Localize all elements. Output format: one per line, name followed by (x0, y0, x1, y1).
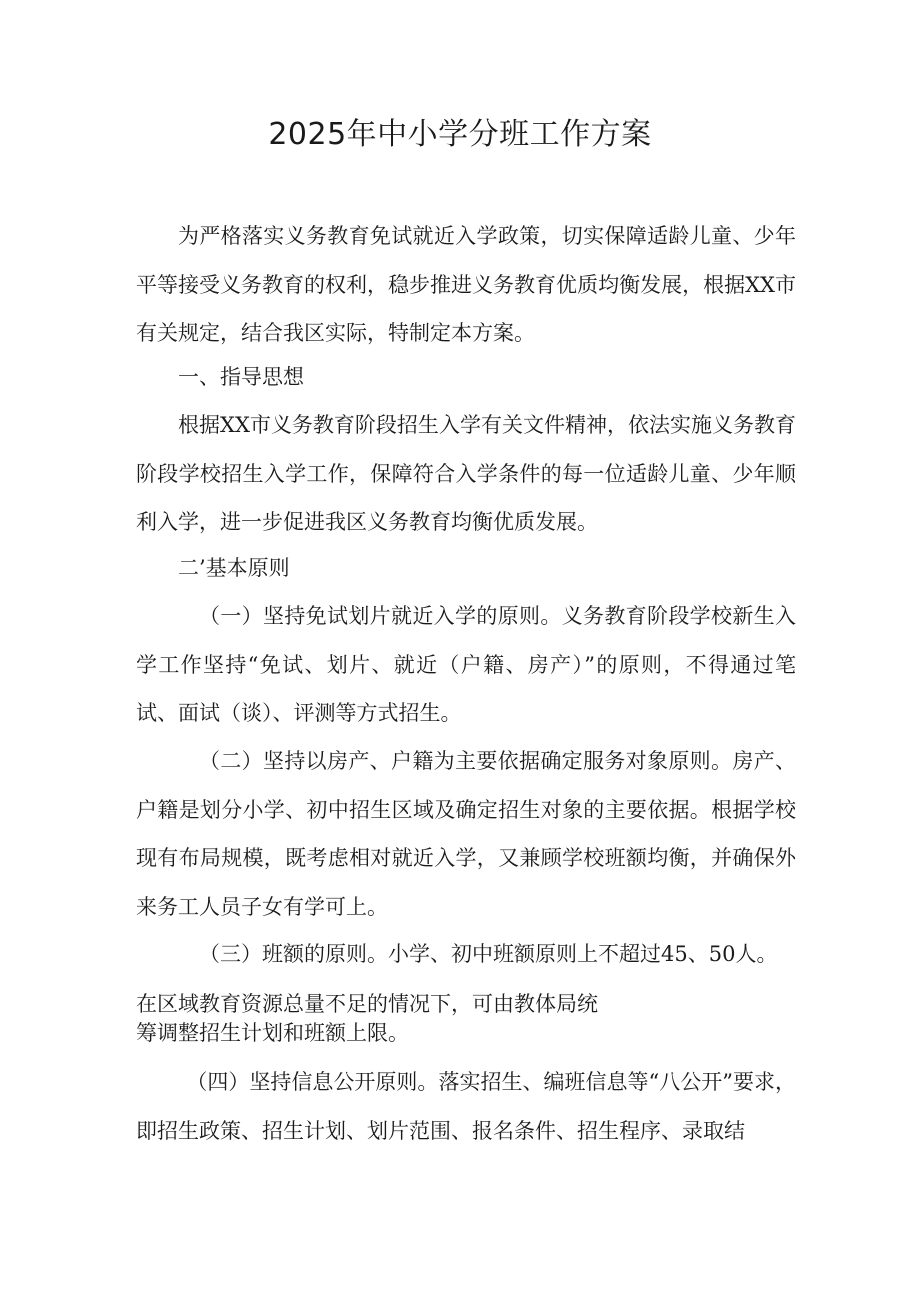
principle-4-paragraph: （四）坚持信息公开原则。落实招生、编班信息等“八公开”要求，即招生政策、招生计划、划片范围、报名条件、招生程序、录取结 (136, 1070, 796, 1143)
document-title: 2025年中小学分班工作方案 (268, 117, 652, 152)
section-heading-basic-principles: 二’基本原则 (178, 556, 290, 580)
principle-1-paragraph: （一）坚持免试划片就近入学的原则。义务教育阶段学校新生入学工作坚持“免试、划片、就近（户籍、房产）”的原则，不得通过笔试、面试（谈）、评测等方式招生。 (136, 604, 796, 725)
section-heading-guiding-ideology: 一、指导思想 (178, 365, 304, 389)
principle-3-line-3: 筹调整招生计划和班额上限。 (136, 1021, 409, 1045)
intro-paragraph: 为严格落实义务教育免试就近入学政策，切实保障适龄儿童、少年平等接受义务教育的权利，稳步推进义务教育优质均衡发展，根据XX市有关规定，结合我区实际，特制定本方案。 (136, 224, 796, 345)
principle-2-paragraph: （二）坚持以房产、户籍为主要依据确定服务对象原则。房产、户籍是划分小学、初中招生区域及确定招生对象的主要依据。根据学校现有布局规模，既考虑相对就近入学，又兼顾学校班额均衡，并确保外来务工人员子女有学可上。 (136, 749, 796, 919)
guiding-ideology-paragraph: 根据XX市义务教育阶段招生入学有关文件精神，依法实施义务教育阶段学校招生入学工作，保障符合入学条件的每一位适龄儿童、少年顺利入学，进一步促进我区义务教育均衡优质发展。 (136, 413, 796, 534)
principle-3-line-2: 在区域教育资源总量不足的情况下，可由教体局统 (136, 992, 598, 1016)
principle-3-line-1: （三）班额的原则。小学、初中班额原则上不超过45、50人。 (199, 942, 778, 966)
